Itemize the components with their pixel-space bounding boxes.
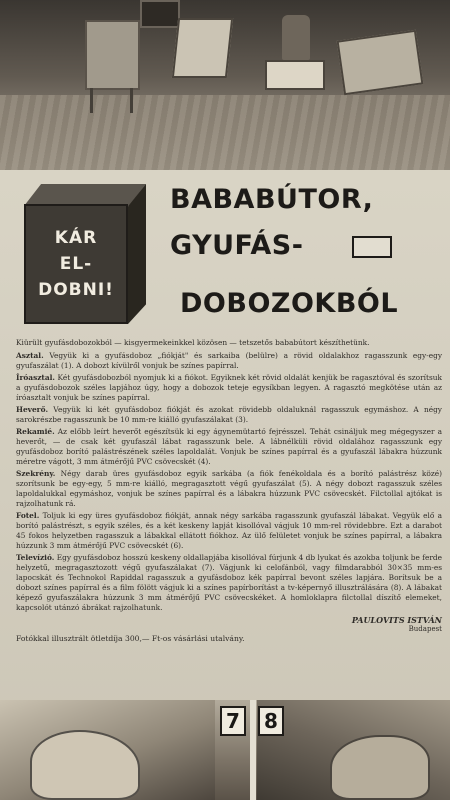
text-hevero: Vegyük ki két gyufásdoboz fiókját és azokat rövidebb oldaluknál ragasszuk egymáshoz. A négy sarokrészbe ragasszunk be 10 mm-re kiálló gyufaszálakat (3).: [16, 405, 442, 424]
term-asztal: Asztal.: [16, 351, 44, 360]
term-fotel: Fotel.: [16, 511, 40, 520]
miniature-sofa: [337, 30, 424, 96]
paragraph-televizio: [16, 553, 442, 613]
miniature-table: [265, 60, 325, 90]
miniature-tv: [140, 0, 180, 28]
prize-footnote: Fotókkal illusztrált ötletdíja 300,— Ft-os vásárlási utalvány.: [16, 634, 245, 643]
miniature-lamp: [282, 15, 310, 60]
cabinet-leg: [130, 88, 133, 113]
floor-mat: [0, 95, 450, 170]
miniature-armchair: [172, 18, 233, 78]
miniature-cabinet: [85, 20, 140, 90]
text-iroasztal: Két gyufásdobozból nyomjuk ki a fiókot. Egyiknek két rövid oldalát kenjük be ragasztóval és szorítsuk a gyufásdobozok széles lapjához úgy, hogy a dobozok teteje egysíkban legyen. A ragasztó megkötése után az íróasztalt vonjuk be színes papírral.: [16, 373, 442, 402]
paragraph-hevero: [16, 405, 442, 425]
bottom-photos: [0, 700, 450, 800]
article-body: [16, 338, 442, 644]
paragraph-rekamie: [16, 427, 442, 467]
photo-divider: [250, 700, 256, 800]
paragraph-fotel: [16, 511, 442, 551]
article-intro: Kiürült gyufásdobozokból — kisgyermekeinkkel közösen — tetszetős bababútort készíthetünk.: [16, 338, 370, 347]
term-rekamie: Rekamié.: [16, 427, 55, 436]
photo-number-7: 7: [220, 706, 246, 736]
hand-right: [330, 735, 430, 800]
text-szekreny: Négy darab üres gyufásdoboz egyik sarkába (a fiók fenékoldala és a borító palástrész közé) szorítsunk be egy-egy, 5 mm-re kiálló, megragasztott végű gyufaszálat (5). A négy dobozt ragasszuk széles lapoldalukkal egymáshoz, vonjuk be színes papírral és a lábakra húzzunk PVC csövecskét. Filctollal ajtókat is rajzolhatunk rá.: [16, 469, 442, 508]
furniture-photo-top: [0, 0, 450, 170]
cube-front-face: [24, 204, 128, 324]
photo-number-8: 8: [258, 706, 284, 736]
term-iroasztal: Íróasztal.: [16, 373, 56, 382]
cube-text-line1: KÁR: [54, 228, 98, 248]
paragraph-asztal: [16, 351, 442, 371]
cabinet-leg: [90, 88, 93, 113]
term-szekreny: Szekrény.: [16, 469, 56, 478]
term-hevero: Heverő.: [16, 405, 49, 414]
cube-side-face: [128, 184, 146, 324]
cube-top-face: [24, 184, 146, 206]
paragraph-iroasztal: [16, 373, 442, 403]
text-rekamie: Az előbb leírt heverőt egészítsük ki egy ágynemütartó fejrésszel. Tehát csináljuk meg mégegyszer a heverőt, — de csak két gyufaszál lábat ragasszunk bele. A lábnélküli rövid oldalához ragasszunk egy gyufásdoboz borító palástrészének széles lapoldalát. Vonjuk be színes papírral és a gyufaszál lábakra húzzunk méretre vágott, 3 mm átmérőjű PVC csövecskét (4).: [16, 427, 442, 466]
text-asztal: Vegyük ki a gyufásdoboz „fiókját" és sarkaiba (belülre) a rövid oldalakhoz ragasszunk egy-egy gyufaszálat (1). A dobozt kívülről vonjuk be színes papírral.: [16, 351, 442, 370]
author-name: PAULOVITS ISTVÁN: [351, 615, 442, 625]
cube-text-line2: EL-: [59, 254, 93, 274]
headline-line1: BABABÚTOR,: [170, 184, 374, 215]
cube-text-line3: DOBNI!: [38, 280, 114, 300]
text-televizio: Egy gyufásdoboz hosszú keskeny oldallapjába kisollóval fúrjunk 4 db lyukat és azokba toljunk be ferde helyzetű, megragasztozott végű gyufaszálakat (7). Vágjunk ki celofánból, vagy filmdarabból 30×35 mm-es lapocskát és Technokol Rapiddal ragasszuk a gyufásdoboz kék papírral bevont széles lapjára. Borítsuk be a dobozt színes papírral és a film fölött vágjuk ki a színes papírborítást a tv-képernyő illusztrálására (8). A lábakat képező gyufaszálakra húzzunk 3 mm átmérőjű PVC csövecskéket. A homloklapra filctollal díszítő elemeket, kapcsolót utánzó ábrákat rajzolhatunk.: [16, 553, 442, 612]
paragraph-szekreny: [16, 469, 442, 509]
kar-eldobni-cube-logo: [24, 184, 146, 324]
author-city: Budapest: [408, 625, 442, 633]
headline-line3: DOBOZOKBÓL: [180, 288, 399, 319]
term-televizio: Televízió.: [16, 553, 55, 562]
text-fotel: Toljuk ki egy üres gyufásdoboz fiókját, annak négy sarkába ragasszunk gyufaszál lábakat. Vegyük elő a borító palástrészt, s egyik széles, és a két keskeny lapját kisollóval vágjuk 10 mm-rel rövidebbre. Ezt a darabot 45 fokos helyzetben ragasszuk a lábakkal ellátott fiókhoz. Az ülő felületet vonjuk be színes papírral, a lábakra húzzunk 3 mm átmérőjű PVC csövecskét (6).: [16, 511, 442, 550]
headline-line2: GYUFÁS-: [170, 230, 304, 261]
matchbox-outline-icon: [352, 236, 392, 258]
